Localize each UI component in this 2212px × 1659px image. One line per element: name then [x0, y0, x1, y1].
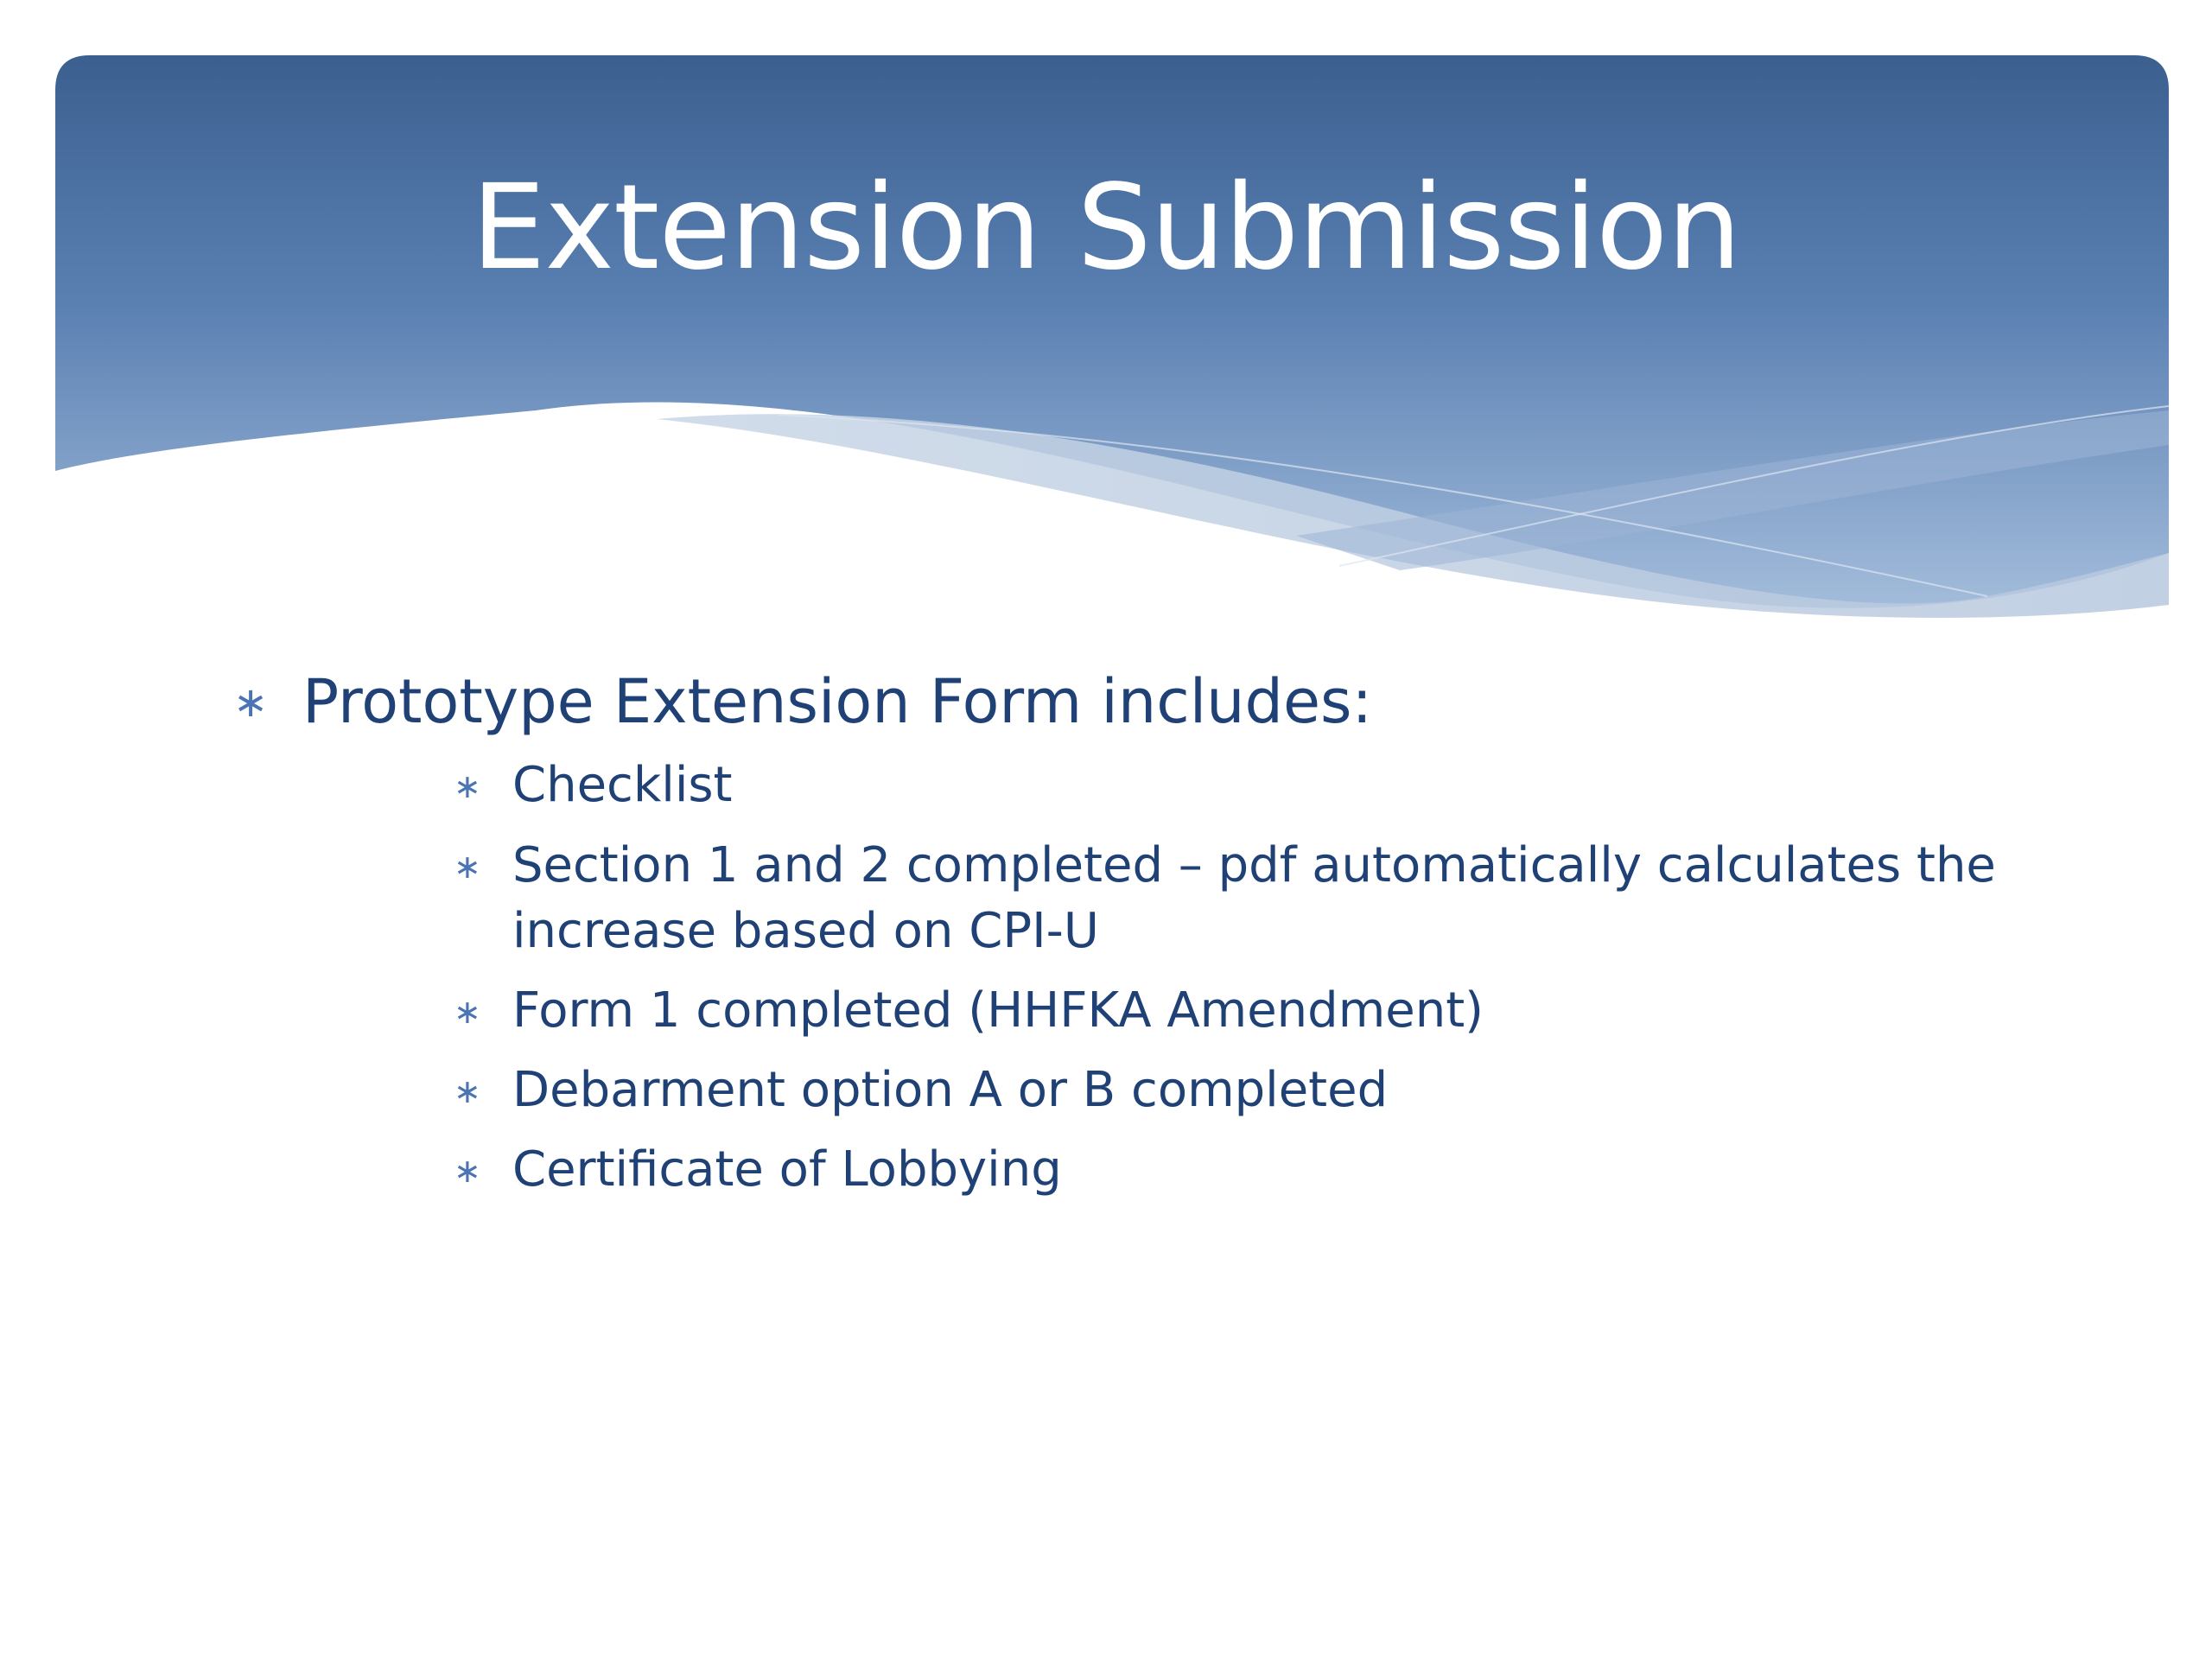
sub-bullet-text: Section 1 and 2 completed – pdf automatically calculates the increase based on CPI-U [512, 836, 1996, 959]
asterisk-bullet-icon: ∗ [454, 847, 481, 886]
slide-body [233, 665, 2031, 1217]
bullet-main [233, 665, 2031, 739]
sub-bullet-form-1 [454, 978, 2009, 1044]
asterisk-bullet-icon: ∗ [454, 1152, 481, 1191]
sub-bullet-debarment [454, 1058, 2009, 1123]
bullet-main-text: Prototype Extension Form includes: [302, 666, 1373, 737]
asterisk-bullet-icon: ∗ [454, 767, 481, 806]
sub-bullet-text: Certificate of Lobbying [512, 1141, 1062, 1198]
sub-bullet-lobbying [454, 1137, 2009, 1203]
sub-bullet-text: Debarment option A or B completed [512, 1062, 1389, 1119]
sub-bullet-text: Form 1 completed (HHFKA Amendment) [512, 982, 1484, 1039]
sub-bullet-section-1-2 [454, 833, 2009, 964]
slide-title: Extension Submission [471, 160, 1741, 296]
asterisk-bullet-icon: ∗ [233, 678, 269, 727]
sub-bullet-checklist [454, 753, 2009, 818]
header-banner [0, 0, 2212, 657]
wave-banner-graphic [0, 0, 2212, 657]
sub-bullet-text: Checklist [512, 757, 733, 814]
asterisk-bullet-icon: ∗ [454, 1072, 481, 1111]
asterisk-bullet-icon: ∗ [454, 992, 481, 1031]
